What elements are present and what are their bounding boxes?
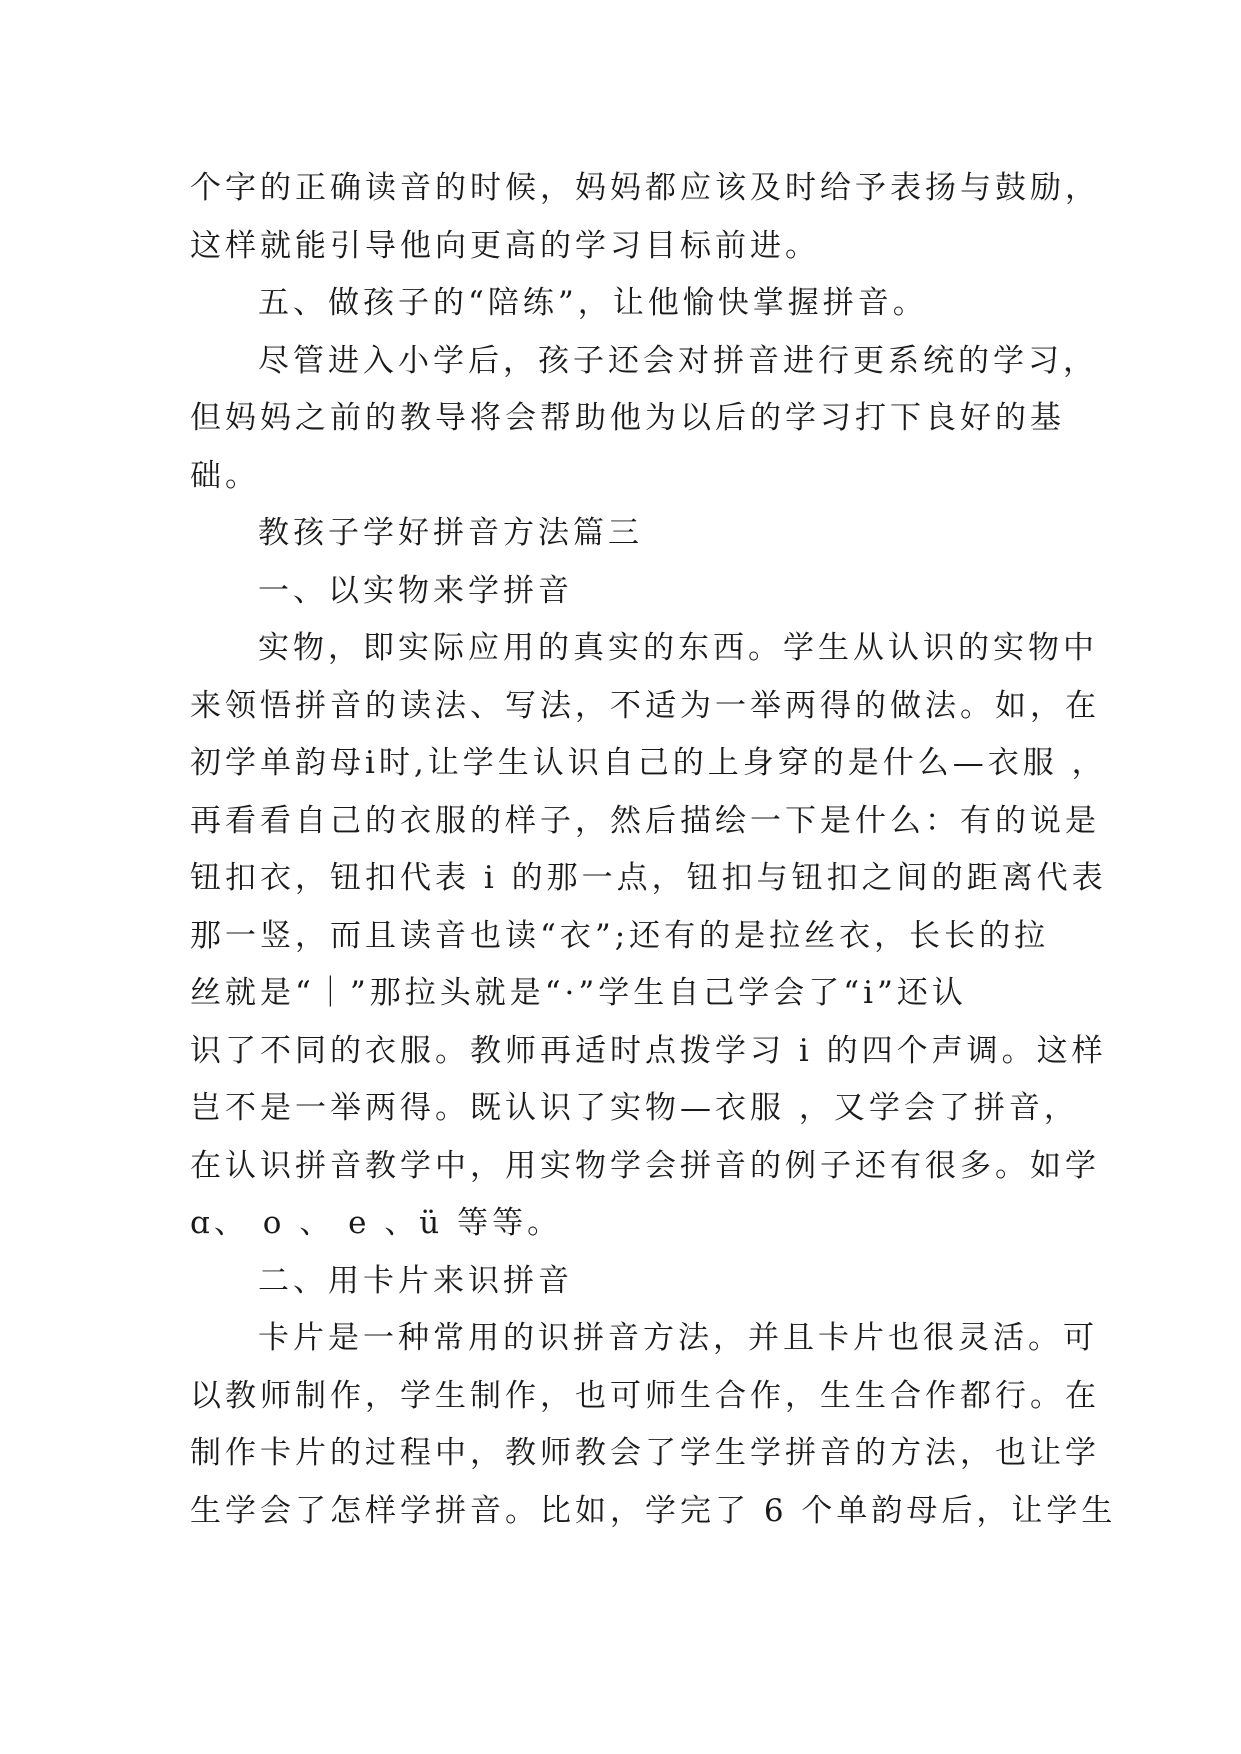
text-line: 以教师制作，学生制作，也可师生合作，生生合作都行。在 [190, 1377, 1100, 1414]
text-line: 初学单韵母i时,让学生认识自己的上身穿的是什么—衣服 ， [190, 745, 1107, 781]
text-line: 那一竖，而且读音也读“衣”;还有的是拉丝衣，长长的拉 [190, 917, 1050, 954]
text-line: 生学会了怎样学拼音。比如，学完了 6 个单韵母后，让学生 [190, 1492, 1117, 1529]
text-line: 再看看自己的衣服的样子，然后描绘一下是什么：有的说是 [190, 802, 1100, 839]
text-line: 个字的正确读音的时候，妈妈都应该及时给予表扬与鼓励， [190, 170, 1100, 206]
text-line: ɑ、 o 、 e 、ü 等等。 [190, 1205, 563, 1241]
text-line: 础。 [190, 457, 260, 494]
text-line: 但妈妈之前的教导将会帮助他为以后的学习打下良好的基 [190, 400, 1065, 436]
section-heading: 二、用卡片来识拼音 [258, 1262, 573, 1299]
paragraph-start: 实物，即实际应用的真实的东西。学生从认识的实物中 [258, 630, 1098, 666]
text-line: 岂不是一举两得。既认识了实物—衣服 ，又学会了拼音， [190, 1090, 1079, 1126]
text-line: 制作卡片的过程中，教师教会了学生学拼音的方法，也让学 [190, 1435, 1100, 1471]
document-body [190, 160, 1117, 1540]
text-line: 钮扣衣，钮扣代表 i 的那一点，钮扣与钮扣之间的距离代表 [190, 860, 1107, 896]
text-line: 识了不同的衣服。教师再适时点拨学习 i 的四个声调。这样 [190, 1032, 1107, 1069]
chapter-title: 教孩子学好拼音方法篇三 [258, 515, 643, 551]
text-line: 丝就是“｜”那拉头就是“·”学生自己学会了“i”还认 [190, 975, 967, 1011]
paragraph-start: 卡片是一种常用的识拼音方法，并且卡片也很灵活。可 [258, 1320, 1098, 1356]
paragraph-start: 尽管进入小学后，孩子还会对拼音进行更系统的学习， [258, 342, 1098, 379]
text-line: 在认识拼音教学中，用实物学会拼音的例子还有很多。如学 [190, 1147, 1100, 1184]
section-heading: 五、做孩子的“陪练”，让他愉快掌握拼音。 [258, 285, 928, 321]
section-heading: 一、以实物来学拼音 [258, 572, 573, 609]
text-line: 这样就能引导他向更高的学习目标前进。 [190, 227, 820, 264]
text-line: 来领悟拼音的读法、写法，不适为一举两得的做法。如，在 [190, 687, 1100, 724]
